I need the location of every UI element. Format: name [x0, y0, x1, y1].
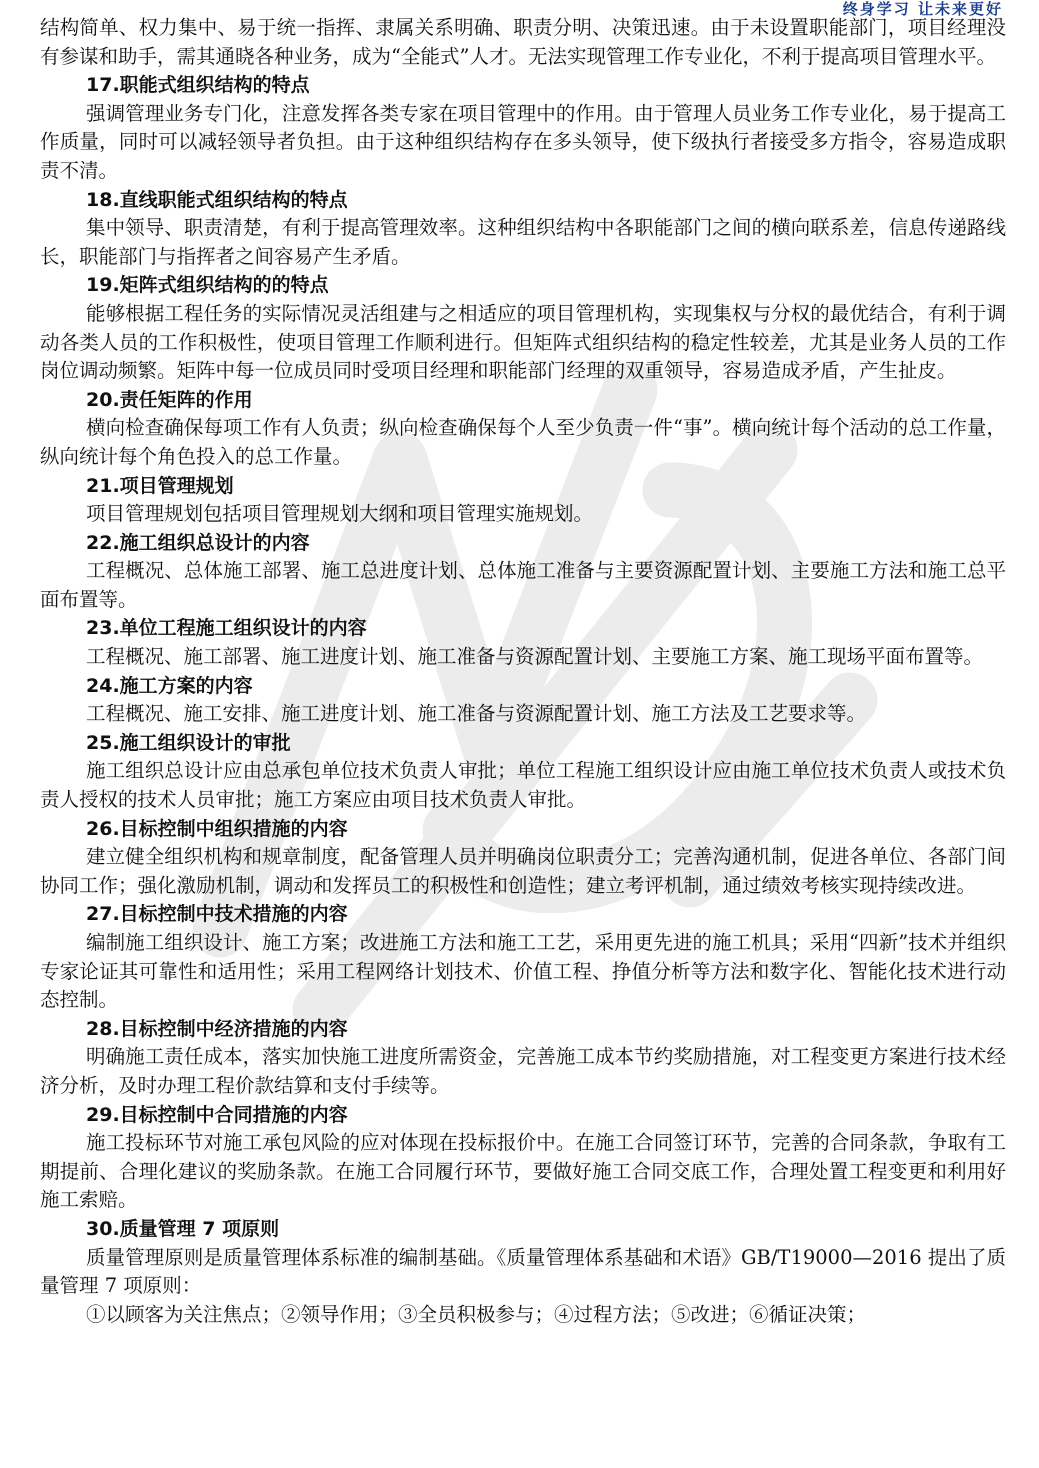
body-paragraph: 工程概况、总体施工部署、施工总进度计划、总体施工准备与主要资源配置计划、主要施工方法和施工总平面布置等。: [40, 559, 1006, 611]
body-paragraph: 施工组织总设计应由总承包单位技术负责人审批；单位工程施工组织设计应由施工单位技术负责人或技术负责人授权的技术人员审批；施工方案应由项目技术负责人审批。: [40, 759, 1006, 812]
body-paragraph: 项目管理规划包括项目管理规划大纲和项目管理实施规划。: [86, 502, 594, 526]
section-heading: 29.目标控制中合同措施的内容: [86, 1103, 348, 1126]
body-paragraph: 质量管理原则是质量管理体系标准的编制基础。《质量管理体系基础和术语》GB/T19000—2016 提出了质量管理 7 项原则：: [40, 1245, 1006, 1298]
body-paragraph: 工程概况、施工安排、施工进度计划、施工准备与资源配置计划、施工方法及工艺要求等。: [86, 702, 867, 726]
body-paragraph: 建立健全组织机构和规章制度，配备管理人员并明确岗位职责分工；完善沟通机制，促进各单位、各部门间协同工作；强化激励机制，调动和发挥员工的积极性和创造性；建立考评机制，通过绩效考核实现持续改进。: [40, 845, 1006, 897]
body-paragraph: 施工投标环节对施工承包风险的应对体现在投标报价中。在施工合同签订环节，完善的合同条款，争取有工期提前、合理化建议的奖励条款。在施工合同履行环节，要做好施工合同交底工作，合理处置工程变更和利用好施工索赔。: [40, 1131, 1006, 1212]
section-heading: 22.施工组织总设计的内容: [86, 531, 310, 554]
body-paragraph: ①以顾客为关注焦点；②领导作用；③全员积极参与；④过程方法；⑤改进；⑥循证决策；: [86, 1302, 867, 1326]
section-heading: 28.目标控制中经济措施的内容: [86, 1017, 348, 1040]
document-body: [40, 14, 1006, 1329]
body-paragraph: 编制施工组织设计、施工方案；改进施工方法和施工工艺，采用更先进的施工机具；采用“四新”技术并组织专家论证其可靠性和适用性；采用工程网络计划技术、价值工程、挣值分析等方法和数字化、智能化技术进行动态控制。: [40, 931, 1006, 1012]
section-heading: 23.单位工程施工组织设计的内容: [86, 617, 367, 640]
body-paragraph: 结构简单、权力集中、易于统一指挥、隶属关系明确、职责分明、决策迅速。由于未设置职能部门，项目经理没有参谋和助手，需其通晓各种业务，成为“全能式”人才。无法实现管理工作专业化，不利于提高项目管理水平。: [40, 16, 1006, 68]
section-heading: 17.职能式组织结构的特点: [86, 74, 310, 97]
body-paragraph: 能够根据工程任务的实际情况灵活组建与之相适应的项目管理机构，实现集权与分权的最优结合，有利于调动各类人员的工作积极性，使项目管理工作顺利进行。但矩阵式组织结构的稳定性较差，尤其是业务人员的工作岗位调动频繁。矩阵中每一位成员同时受项目经理和职能部门经理的双重领导，容易造成矛盾，产生扯皮。: [40, 301, 1006, 383]
section-heading: 20.责任矩阵的作用: [86, 388, 253, 411]
section-heading: 18.直线职能式组织结构的特点: [86, 188, 348, 211]
section-heading: 30.质量管理 7 项原则: [86, 1217, 280, 1240]
section-heading: 25.施工组织设计的审批: [86, 731, 291, 754]
body-paragraph: 集中领导、职责清楚，有利于提高管理效率。这种组织结构中各职能部门之间的横向联系差，信息传递路线长，职能部门与指挥者之间容易产生矛盾。: [40, 216, 1006, 268]
section-heading: 19.矩阵式组织结构的的特点: [86, 274, 329, 297]
body-paragraph: 工程概况、施工部署、施工进度计划、施工准备与资源配置计划、主要施工方案、施工现场平面布置等。: [86, 645, 984, 669]
body-paragraph: 强调管理业务专门化，注意发挥各类专家在项目管理中的作用。由于管理人员业务工作专业化，易于提高工作质量，同时可以减轻领导者负担。由于这种组织结构存在多头领导，使下级执行者接受多方指令，容易造成职责不清。: [40, 101, 1006, 182]
header-slogan: 终身学习 让未来更好: [842, 0, 1003, 18]
body-paragraph: 横向检查确保每项工作有人负责；纵向检查确保每个人至少负责一件“事”。横向统计每个活动的总工作量，纵向统计每个角色投入的总工作量。: [40, 416, 1006, 468]
body-paragraph: 明确施工责任成本，落实加快施工进度所需资金，完善施工成本节约奖励措施，对工程变更方案进行技术经济分析，及时办理工程价款结算和支付手续等。: [40, 1045, 1006, 1097]
section-heading: 24.施工方案的内容: [86, 674, 253, 697]
section-heading: 21.项目管理规划: [86, 474, 234, 497]
section-heading: 26.目标控制中组织措施的内容: [86, 817, 348, 840]
section-heading: 27.目标控制中技术措施的内容: [86, 903, 348, 926]
